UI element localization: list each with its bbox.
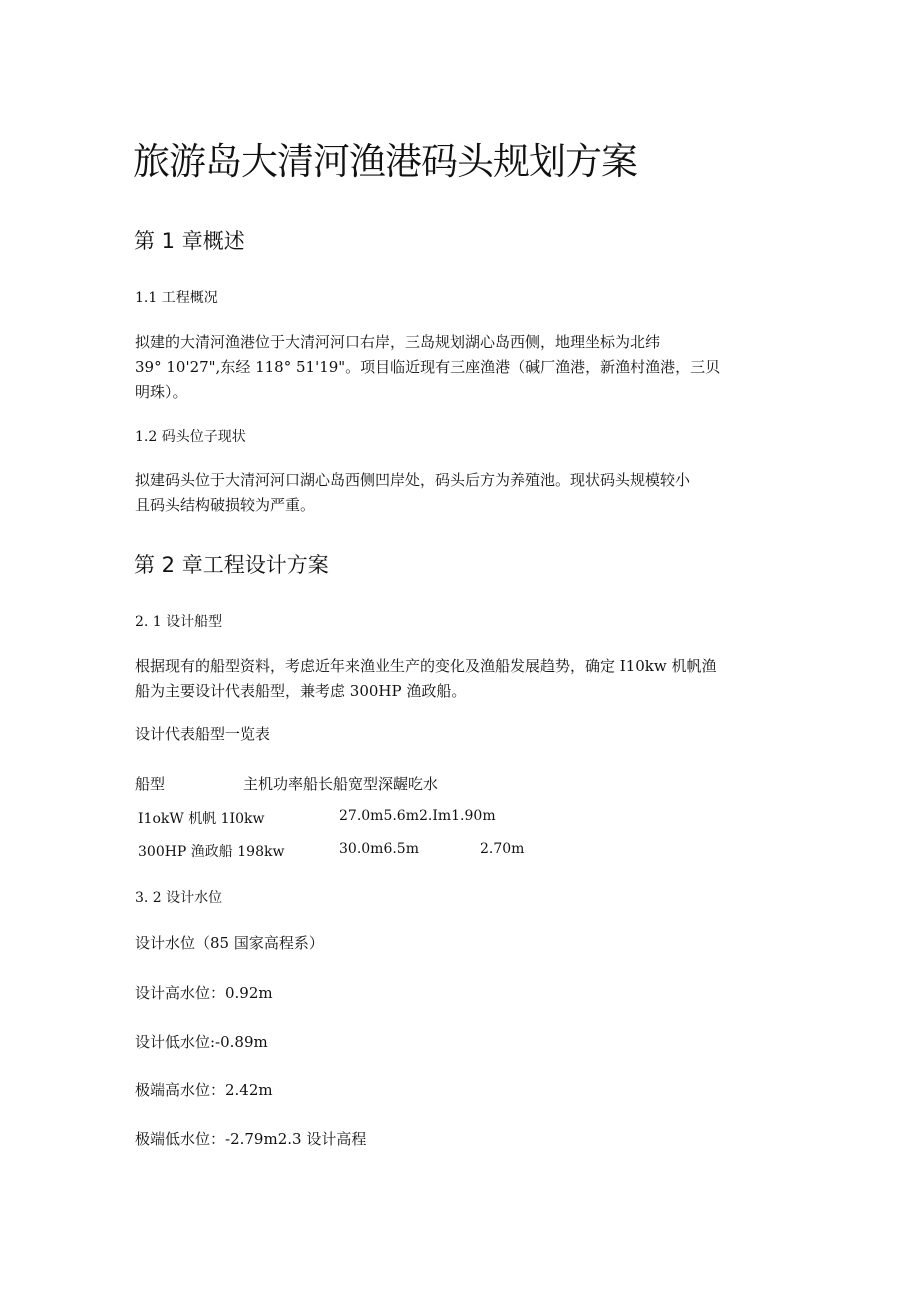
section-1-1-heading: 1.1 工程概况 bbox=[135, 290, 218, 306]
paragraph-line: 根据现有的船型资料，考虑近年来渔业生产的变化及渔船发展趋势，确定 I10kw 机帆渔 bbox=[135, 657, 717, 675]
table-row-1-name: I1okW 机帆 1I0kw bbox=[138, 811, 265, 827]
table-header-specs: 主机功率船长船宽型深龌吃水 bbox=[243, 775, 439, 793]
section-2-1-paragraph bbox=[135, 654, 716, 704]
section-1-2-heading: 1.2 码头位子现状 bbox=[135, 429, 246, 445]
paragraph-line: 拟建的大清河渔港位于大清河河口右岸，三岛规划湖心岛西侧，地理坐标为北纬 bbox=[135, 333, 661, 351]
paragraph-line: 39° 10'27",东经 118° 51'19"。项目临近现有三座渔港（碱厂渔港，新渔村渔港，三贝 bbox=[135, 358, 721, 376]
document-title: 旅游岛大清河渔港码头规划方案 bbox=[133, 140, 637, 183]
extreme-high-water-level: 极端高水位：2.42m bbox=[135, 1081, 273, 1099]
table-header-ship-type: 船型 bbox=[135, 775, 166, 793]
extreme-low-water-level: 极端低水位：-2.79m2.3 设计高程 bbox=[135, 1130, 367, 1148]
table-row-2-name: 300HP 渔政船 198kw bbox=[138, 844, 285, 860]
table-row-2-draft: 2.70m bbox=[480, 841, 525, 857]
section-1-1-paragraph bbox=[135, 330, 720, 405]
paragraph-line: 拟建码头位于大清河河口湖心岛西侧凹岸处，码头后方为养殖池。现状码头规模较小 bbox=[135, 471, 691, 489]
section-1-2-paragraph bbox=[135, 468, 690, 518]
section-3-2-heading: 3. 2 设计水位 bbox=[135, 890, 223, 906]
section-2-1-heading: 2. 1 设计船型 bbox=[135, 614, 223, 630]
chapter-2-heading: 第 2 章工程设计方案 bbox=[134, 553, 329, 577]
design-low-water-level: 设计低水位:-0.89m bbox=[135, 1033, 268, 1051]
paragraph-line: 且码头结构破损较为严重。 bbox=[135, 496, 316, 514]
table-row-1-dims: 27.0m5.6m2.Im1.90m bbox=[339, 808, 496, 824]
chapter-1-heading: 第 1 章概述 bbox=[134, 229, 245, 253]
design-high-water-level: 设计高水位：0.92m bbox=[135, 984, 273, 1002]
table-row-2-dims: 30.0m6.5m bbox=[339, 841, 419, 857]
table-caption: 设计代表船型一览表 bbox=[135, 725, 271, 743]
paragraph-line: 明珠）。 bbox=[135, 383, 188, 401]
water-level-datum: 设计水位（85 国家高程系） bbox=[135, 934, 324, 952]
paragraph-line: 船为主要设计代表船型，兼考虑 300HP 渔政船。 bbox=[135, 682, 467, 700]
